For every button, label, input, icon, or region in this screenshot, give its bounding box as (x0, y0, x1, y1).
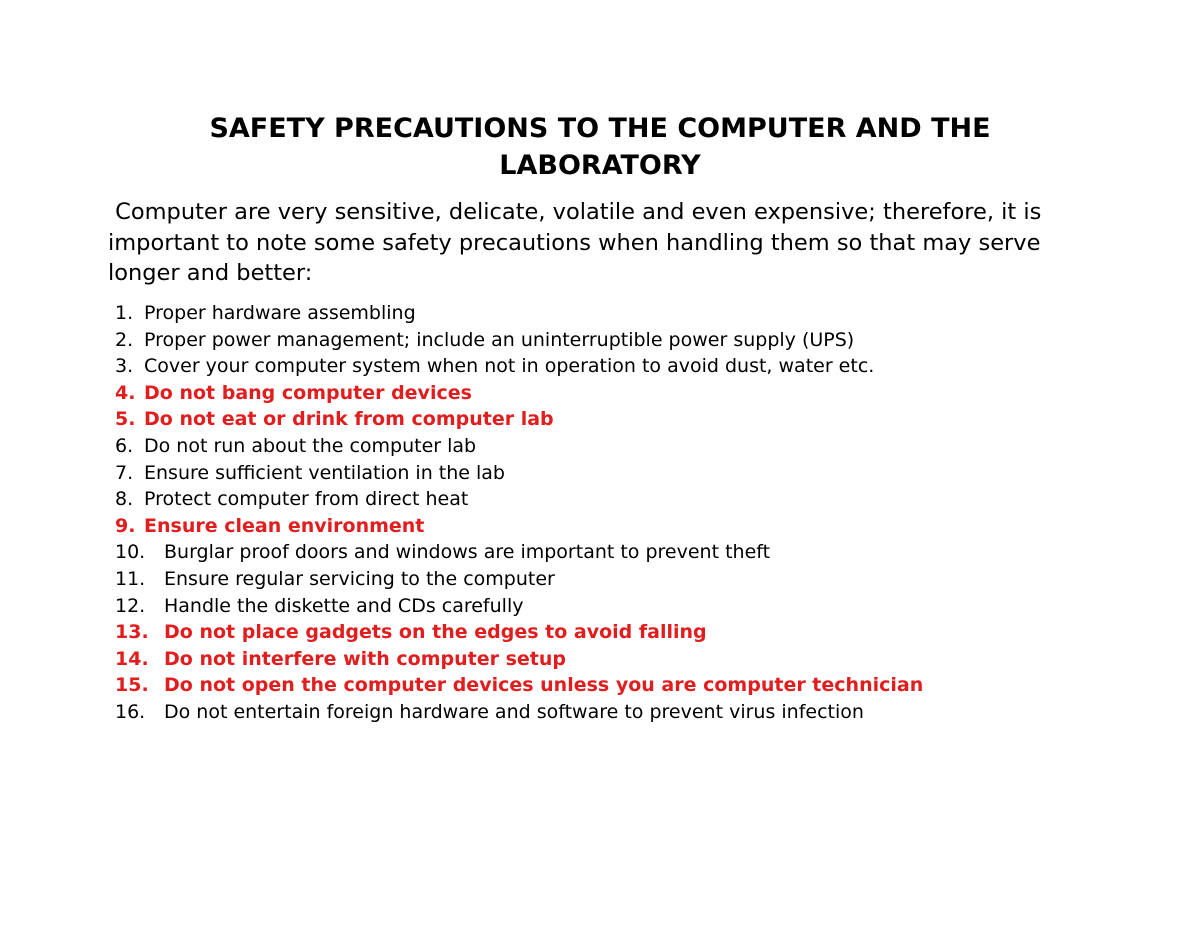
list-item-number: 4. (115, 381, 136, 404)
list-item (115, 539, 1115, 566)
list-item-text: Proper power management; include an uninterruptible power supply (UPS) (144, 328, 855, 351)
list-item-text: Do not place gadgets on the edges to avoid falling (164, 621, 707, 644)
list-item (115, 433, 1115, 460)
list-item (115, 380, 1115, 407)
list-item (115, 699, 1115, 726)
list-item (115, 327, 1115, 354)
list-item (115, 593, 1115, 620)
list-item (115, 566, 1115, 593)
list-item-number: 9. (115, 514, 136, 537)
list-item-text: Do not bang computer devices (144, 381, 472, 404)
list-item (115, 353, 1115, 380)
list-item-text: Handle the diskette and CDs carefully (164, 594, 524, 617)
list-item-text: Ensure regular servicing to the computer (164, 567, 555, 590)
list-item-text: Ensure clean environment (144, 514, 425, 537)
list-item (115, 460, 1115, 487)
list-item-number: 1. (115, 302, 134, 324)
list-item-number: 3. (115, 355, 134, 378)
list-item-text: Do not eat or drink from computer lab (144, 408, 554, 431)
list-item (115, 406, 1115, 433)
list-item (115, 300, 1115, 327)
list-item-number: 8. (115, 488, 134, 511)
list-item-number: 7. (115, 461, 134, 484)
list-item-text: Cover your computer system when not in operation to avoid dust, water etc. (144, 355, 875, 378)
list-item (115, 513, 1115, 540)
list-item-number: 14. (115, 647, 149, 670)
list-item-number: 15. (115, 674, 149, 697)
list-item-text: Protect computer from direct heat (144, 488, 469, 511)
list-item-text: Burglar proof doors and windows are important to prevent theft (164, 541, 771, 564)
list-item-text: Do not run about the computer lab (144, 434, 477, 457)
list-item-text: Do not entertain foreign hardware and software to prevent virus infection (164, 700, 864, 723)
list-item-number: 2. (115, 328, 134, 351)
list-item-text: Do not interfere with computer setup (164, 647, 567, 670)
list-item-number: 13. (115, 621, 149, 644)
list-item (115, 619, 1115, 646)
list-item (115, 486, 1115, 513)
page-title: SAFETY PRECAUTIONS TO THE COMPUTER AND THE LABORATORY (209, 113, 991, 181)
list-item-text: Ensure sufficient ventilation in the lab (144, 461, 505, 484)
list-item (115, 646, 1115, 673)
list-item-number: 11. (115, 567, 146, 590)
list-item-number: 10. (115, 541, 146, 564)
list-item-text: Proper hardware assembling (144, 302, 416, 324)
list-item-number: 16. (115, 700, 146, 723)
list-item-number: 6. (115, 434, 134, 457)
list-item (115, 672, 1115, 699)
precautions-list (115, 300, 1115, 726)
list-item-number: 5. (115, 408, 136, 431)
list-item-number: 12. (115, 594, 146, 617)
intro-paragraph: Computer are very sensitive, delicate, volatile and even expensive; therefore, it is important to note some safety precautions when handling them so that may serve longer and better: (108, 199, 1049, 286)
list-item-text: Do not open the computer devices unless you are computer technician (164, 674, 924, 697)
